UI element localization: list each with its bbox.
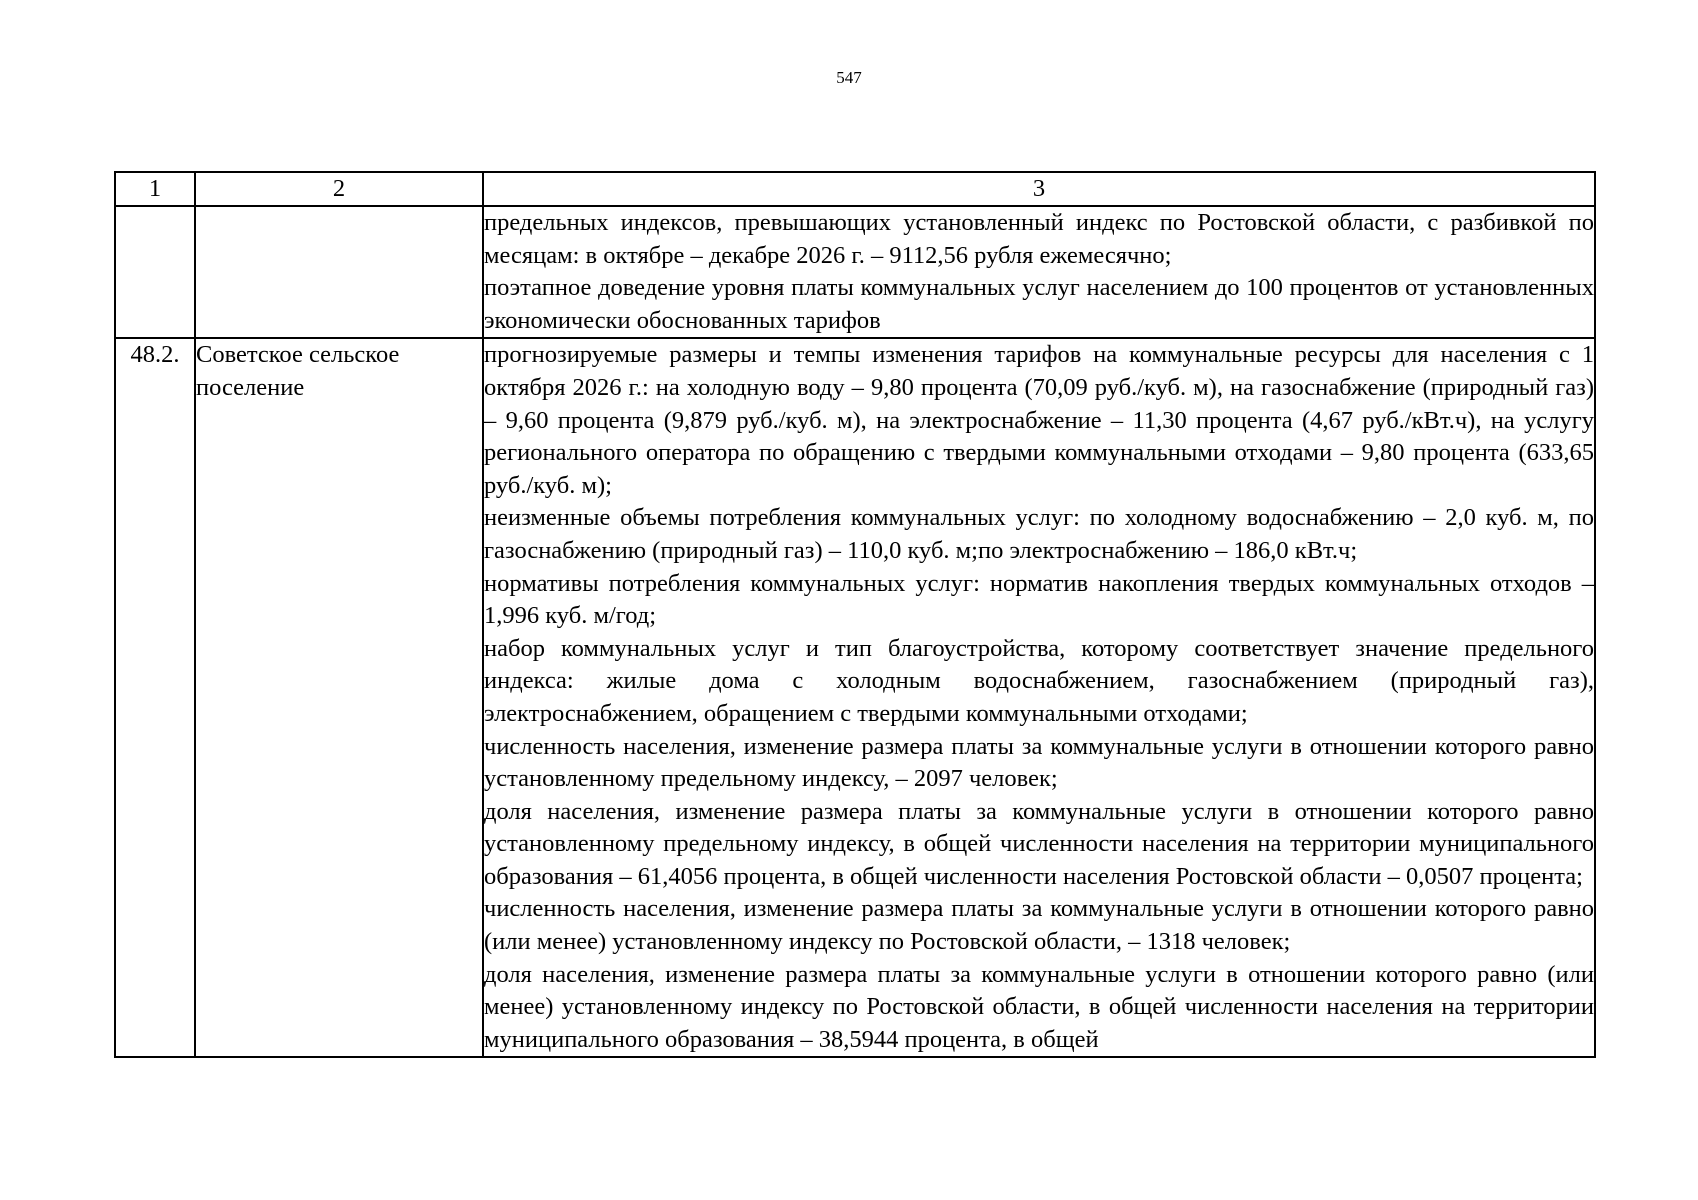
paragraph: численность населения, изменение размера платы за коммунальные услуги в отношении которого равно установленному предельному индексу, – 2097 человек; — [484, 732, 1594, 793]
settlement-name: Советское сельское поселение — [195, 338, 483, 1057]
row-number — [115, 206, 195, 338]
table-row — [115, 206, 1595, 338]
paragraph: доля населения, изменение размера платы за коммунальные услуги в отношении которого равно установленному предельному индексу, в общей численности населения на территории муниципального образования – 61,4056 процента, в общей численности населения Ростовской области – 0,0507 процента; — [484, 797, 1594, 890]
paragraph: поэтапное доведение уровня платы коммунальных услуг населением до 100 процентов от установленных экономически обоснованных тарифов — [484, 274, 1594, 334]
table-header-row — [115, 172, 1595, 206]
paragraph: численность населения, изменение размера платы за коммунальные услуги в отношении которого равно (или менее) установленному индексу по Ростовской области, – 1318 человек; — [484, 895, 1594, 956]
tariff-table — [114, 171, 1596, 1058]
row-description — [483, 338, 1595, 1057]
header-col-3: 3 — [483, 172, 1595, 206]
header-col-2: 2 — [195, 172, 483, 206]
row-description — [483, 206, 1595, 338]
row-number: 48.2. — [115, 338, 195, 1057]
header-col-1: 1 — [115, 172, 195, 206]
paragraph: предельных индексов, превышающих установленный индекс по Ростовской области, с разбивкой по месяцам: в октябре – декабре 2026 г. – 9112,56 рубля ежемесячно; — [484, 209, 1594, 269]
paragraph: прогнозируемые размеры и темпы изменения тарифов на коммунальные ресурсы для населения с 1 октября 2026 г.: на холодную воду – 9,80 процента (70,09 руб./куб. м), на газоснабжение (природный газ) – 9,60 процента (9,879 руб./куб. м), на электроснабжение – 11,30 процента (4,67 руб./кВт.ч), на услугу регионального оператора по обращению с твердыми коммунальными отходами – 9,80 процента (633,65 руб./куб. м); — [484, 341, 1594, 499]
table-row — [115, 338, 1595, 1057]
paragraph: набор коммунальных услуг и тип благоустройства, которому соответствует значение предельного индекса: жилые дома с холодным водоснабжением, газоснабжением (природный газ), электроснабжением, обращением с твердыми коммунальными отходами; — [484, 634, 1594, 727]
settlement-name — [195, 206, 483, 338]
paragraph: неизменные объемы потребления коммунальных услуг: по холодному водоснабжению – 2,0 куб. м, по газоснабжению (природный газ) – 110,0 куб. м;по электроснабжению – 186,0 кВт.ч; — [484, 504, 1594, 564]
paragraph: доля населения, изменение размера платы за коммунальные услуги в отношении которого равно (или менее) установленному индексу по Ростовской области, в общей численности населения на территории муниципального образования – 38,5944 процента, в общей — [484, 960, 1594, 1053]
paragraph: нормативы потребления коммунальных услуг: норматив накопления твердых коммунальных отходов – 1,996 куб. м/год; — [484, 569, 1594, 630]
page-number: 547 — [836, 68, 862, 87]
